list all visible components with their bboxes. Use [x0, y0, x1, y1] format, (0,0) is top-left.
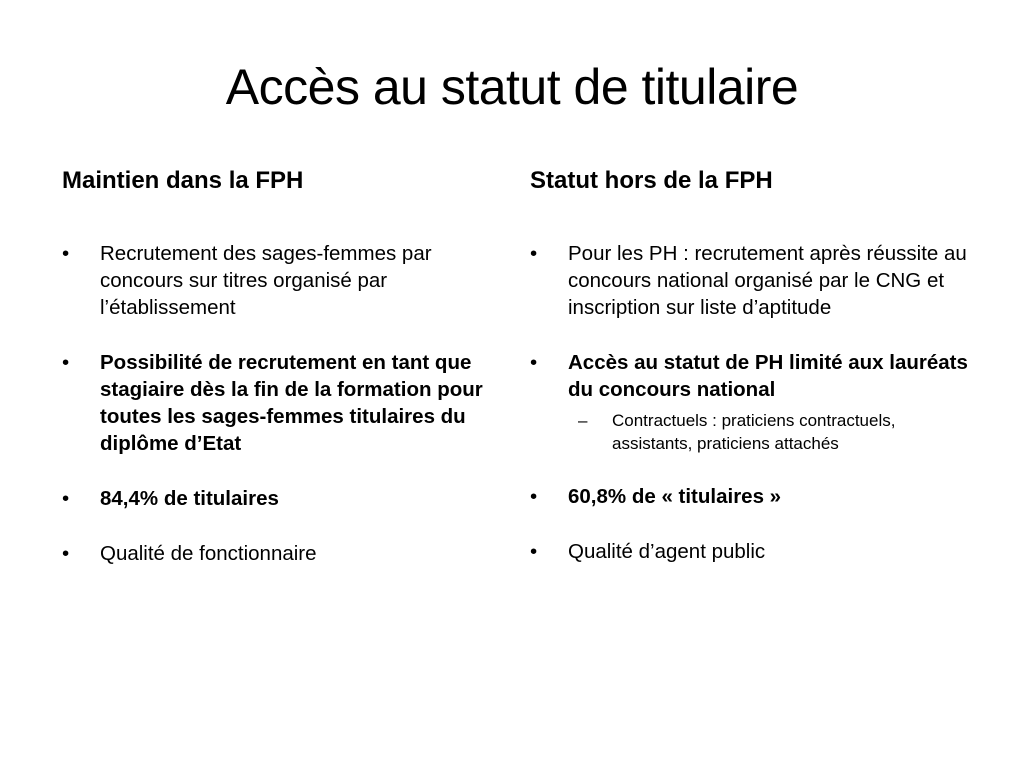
bullet-text: Accès au statut de PH limité aux lauréats du concours national [568, 351, 968, 401]
bullet-text: Recrutement des sages-femmes par concours sur titres organisé par l’établissement [100, 242, 432, 319]
sub-bullet-text: Contractuels : praticiens contractuels, assistants, praticiens attachés [612, 411, 896, 453]
list-item [62, 240, 492, 321]
list-item [62, 540, 492, 567]
left-bullet-list [62, 240, 492, 567]
right-column [530, 166, 970, 593]
bullet-icon: • [62, 351, 70, 374]
sub-bullet-list [568, 409, 970, 455]
bullet-icon: • [530, 485, 538, 508]
bullet-icon: • [62, 542, 70, 565]
list-item [530, 538, 970, 565]
bullet-text: Pour les PH : recrutement après réussite au concours national organisé par le CNG et inscription sur liste d’aptitude [568, 242, 967, 319]
bullet-icon: • [530, 351, 538, 374]
right-bullet-list [530, 240, 970, 565]
list-item [530, 349, 970, 455]
bullet-text: Qualité de fonctionnaire [100, 542, 317, 565]
bullet-text: Possibilité de recrutement en tant que stagiaire dès la fin de la formation pour toutes les sages-femmes titulaires du diplôme d’Etat [100, 351, 483, 455]
slide-title: Accès au statut de titulaire [225, 59, 799, 115]
list-item [62, 485, 492, 512]
bullet-text: 84,4% de titulaires [100, 487, 279, 510]
sub-list-item [568, 409, 970, 455]
bullet-icon: • [530, 540, 538, 563]
bullet-text: 60,8% de « titulaires » [568, 485, 782, 508]
right-column-heading: Statut hors de la FPH [530, 167, 773, 194]
list-item [62, 349, 492, 457]
bullet-text: Qualité d’agent public [568, 540, 766, 563]
dash-icon: – [578, 411, 588, 430]
bullet-icon: • [62, 242, 70, 265]
left-column [62, 166, 492, 595]
bullet-icon: • [62, 487, 70, 510]
left-column-heading: Maintien dans la FPH [62, 167, 304, 194]
list-item [530, 240, 970, 321]
list-item [530, 483, 970, 510]
bullet-icon: • [530, 242, 538, 265]
